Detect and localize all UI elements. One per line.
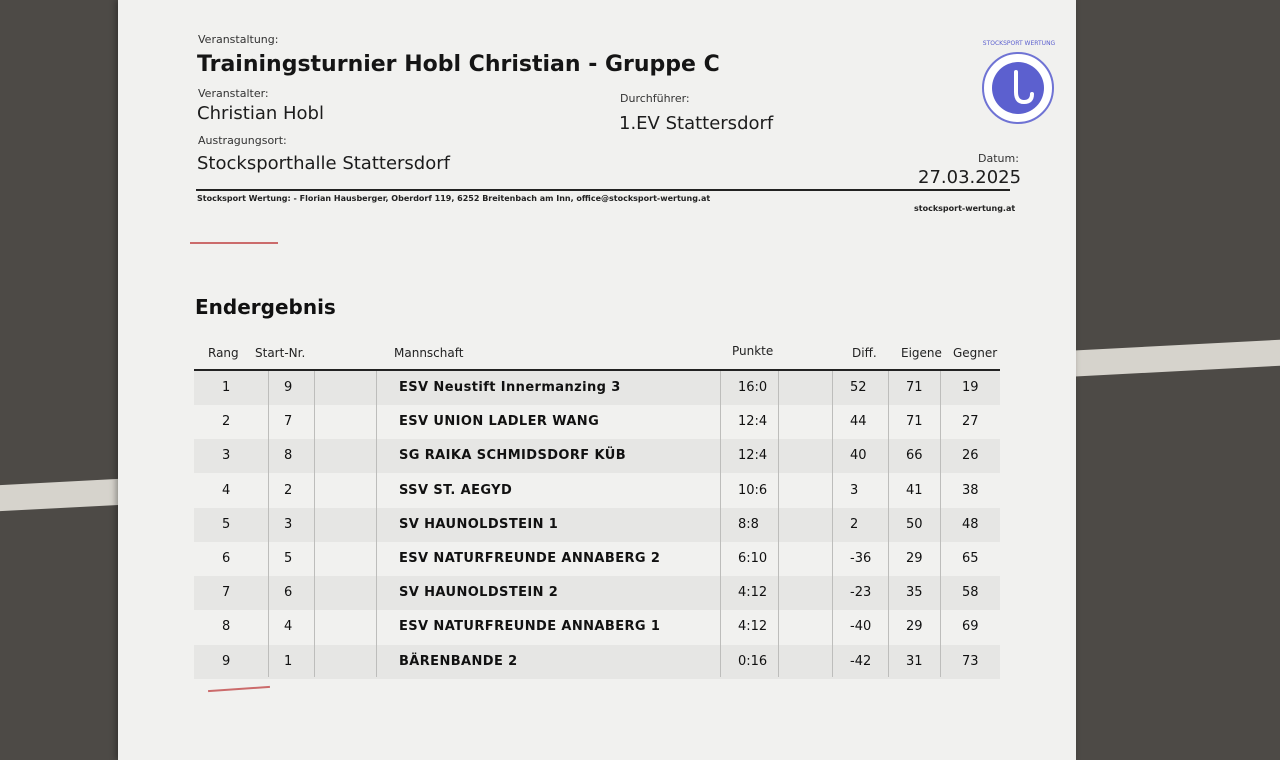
team-cell: SV HAUNOLDSTEIN 1 — [399, 516, 559, 532]
own-score-cell: 71 — [906, 380, 923, 395]
col-header-points: Punkte — [732, 344, 774, 358]
diff-cell: 3 — [850, 482, 859, 498]
points-cell: 12:4 — [738, 414, 768, 430]
own-score-cell: 41 — [906, 482, 923, 498]
team-cell: SV HAUNOLDSTEIN 2 — [399, 585, 559, 601]
points-cell: 16:0 — [738, 380, 768, 395]
event-title: Trainingsturnier Hobl Christian - Gruppe C — [197, 52, 720, 77]
col-header-opponent: Gegner — [953, 346, 998, 360]
executor-name: 1.EV Stattersdorf — [619, 113, 774, 134]
diff-cell: 52 — [850, 380, 867, 395]
column-divider — [778, 371, 779, 677]
rank-cell: 3 — [222, 448, 231, 464]
team-cell: ESV UNION LADLER WANG — [399, 414, 600, 430]
team-cell: ESV NATURFREUNDE ANNABERG 2 — [399, 551, 661, 566]
diff-cell: -40 — [850, 619, 872, 635]
executor-label: Durchführer: — [620, 92, 690, 105]
start-number-cell: 4 — [284, 619, 293, 635]
rank-cell: 7 — [222, 585, 231, 601]
column-divider — [376, 371, 377, 677]
col-header-diff: Diff. — [852, 346, 877, 360]
opponent-score-cell: 48 — [962, 516, 979, 532]
opponent-score-cell: 58 — [962, 585, 979, 601]
col-header-team: Mannschaft — [394, 346, 464, 360]
points-cell: 10:6 — [738, 482, 768, 498]
rank-cell: 6 — [222, 551, 231, 566]
start-number-cell: 3 — [284, 516, 293, 532]
red-pen-mark — [208, 686, 270, 692]
points-cell: 0:16 — [738, 653, 768, 669]
start-number-cell: 1 — [284, 653, 293, 669]
points-cell: 6:10 — [738, 551, 768, 566]
rank-cell: 9 — [222, 653, 231, 669]
logo-ring-text: STOCKSPORT WERTUNG — [982, 40, 1056, 47]
rank-cell: 1 — [222, 380, 231, 395]
points-cell: 4:12 — [738, 585, 768, 601]
diff-cell: -42 — [850, 653, 872, 669]
opponent-score-cell: 38 — [962, 482, 979, 498]
col-header-own: Eigene — [901, 346, 942, 360]
own-score-cell: 31 — [906, 653, 923, 669]
organizer-label: Veranstalter: — [198, 87, 269, 100]
team-cell: SG RAIKA SCHMIDSDORF KÜB — [399, 448, 627, 464]
own-score-cell: 66 — [906, 448, 923, 464]
team-cell: ESV NATURFREUNDE ANNABERG 1 — [399, 619, 661, 635]
start-number-cell: 6 — [284, 585, 293, 601]
own-score-cell: 50 — [906, 516, 923, 532]
column-divider — [940, 371, 941, 677]
own-score-cell: 29 — [906, 619, 923, 635]
stocksport-logo-icon — [982, 40, 1056, 124]
column-divider — [888, 371, 889, 677]
opponent-score-cell: 19 — [962, 380, 979, 395]
stocksport-logo-inner — [992, 62, 1044, 114]
start-number-cell: 5 — [284, 551, 293, 566]
footer-website: stocksport-wertung.at — [914, 204, 1016, 213]
rank-cell: 8 — [222, 619, 231, 635]
rank-cell: 2 — [222, 414, 231, 430]
date-value: 27.03.2025 — [918, 167, 1022, 188]
col-header-rank: Rang — [208, 346, 239, 360]
team-cell: BÄRENBANDE 2 — [399, 653, 518, 669]
own-score-cell: 29 — [906, 551, 923, 566]
column-divider — [314, 371, 315, 677]
results-title: Endergebnis — [195, 295, 336, 319]
column-divider — [268, 371, 269, 677]
rank-cell: 4 — [222, 482, 231, 498]
points-cell: 4:12 — [738, 619, 768, 635]
opponent-score-cell: 65 — [962, 551, 979, 566]
opponent-score-cell: 73 — [962, 653, 979, 669]
venue-name: Stocksporthalle Stattersdorf — [197, 153, 450, 174]
start-number-cell: 9 — [284, 380, 293, 395]
organizer-name: Christian Hobl — [197, 103, 324, 124]
column-divider — [720, 371, 721, 677]
start-number-cell: 2 — [284, 482, 293, 498]
own-score-cell: 35 — [906, 585, 923, 601]
team-cell: SSV ST. AEGYD — [399, 482, 513, 498]
rank-cell: 5 — [222, 516, 231, 532]
opponent-score-cell: 69 — [962, 619, 979, 635]
col-header-start-no: Start-Nr. — [255, 346, 306, 360]
result-sheet — [118, 0, 1076, 760]
diff-cell: -36 — [850, 551, 872, 566]
red-pen-mark — [190, 242, 278, 244]
diff-cell: 44 — [850, 414, 867, 430]
column-divider — [832, 371, 833, 677]
start-number-cell: 7 — [284, 414, 293, 430]
venue-label: Austragungsort: — [198, 134, 287, 147]
floor-marking — [1059, 339, 1280, 378]
opponent-score-cell: 27 — [962, 414, 979, 430]
curling-stick-icon — [992, 62, 1044, 114]
diff-cell: 40 — [850, 448, 867, 464]
opponent-score-cell: 26 — [962, 448, 979, 464]
start-number-cell: 8 — [284, 448, 293, 464]
diff-cell: 2 — [850, 516, 859, 532]
event-label: Veranstaltung: — [198, 33, 279, 46]
points-cell: 12:4 — [738, 448, 768, 464]
footer-contact: Stocksport Wertung: - Florian Hausberger, Oberdorf 119, 6252 Breitenbach am Inn, office@stocksport-wertung.at — [197, 194, 711, 203]
diff-cell: -23 — [850, 585, 872, 601]
header-rule — [196, 189, 1010, 191]
points-cell: 8:8 — [738, 516, 759, 532]
own-score-cell: 71 — [906, 414, 923, 430]
team-cell: ESV Neustift Innermanzing 3 — [399, 380, 621, 395]
date-label: Datum: — [978, 152, 1019, 165]
